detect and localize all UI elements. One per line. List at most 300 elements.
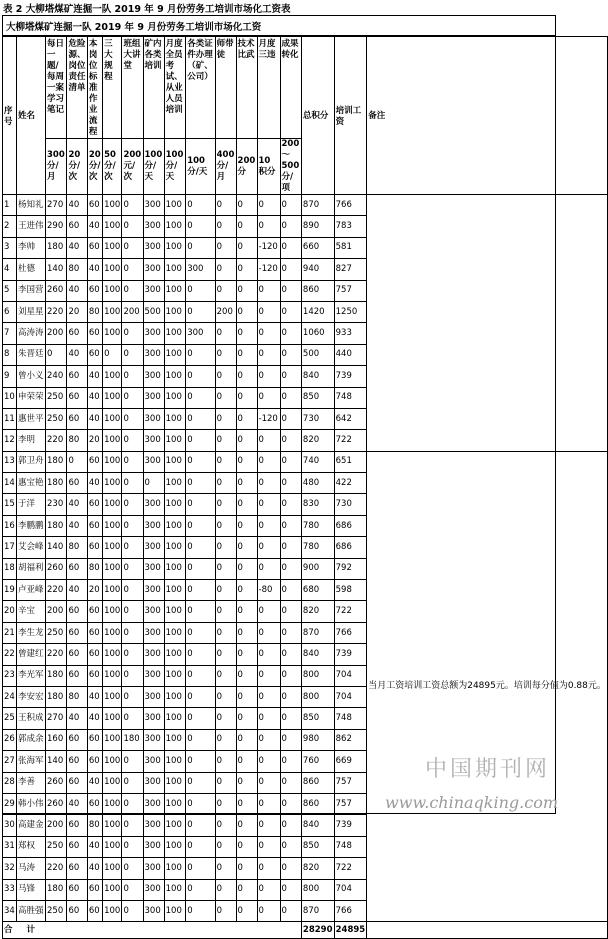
value-cell: 60 bbox=[67, 387, 87, 408]
value-cell: 5 bbox=[3, 280, 17, 301]
value-cell: 0 bbox=[122, 323, 143, 344]
value-cell: 40 bbox=[87, 772, 102, 793]
value-cell: 100 bbox=[164, 237, 186, 258]
value-cell: 0 bbox=[236, 216, 257, 237]
value-cell: 60 bbox=[67, 644, 87, 665]
value-cell: 200 bbox=[46, 323, 67, 344]
value-cell: 300 bbox=[143, 366, 164, 387]
value-cell: 0 bbox=[186, 195, 215, 216]
value-cell: 250 bbox=[46, 622, 67, 643]
value-cell: 0 bbox=[215, 708, 236, 729]
value-cell: 300 bbox=[143, 772, 164, 793]
value-cell: 0 bbox=[257, 900, 280, 921]
value-cell: 25 bbox=[3, 708, 17, 729]
value-cell: 300 bbox=[143, 729, 164, 750]
value-cell: 0 bbox=[215, 900, 236, 921]
unit-cell: 100分/天 bbox=[164, 139, 186, 195]
value-cell: 60 bbox=[87, 344, 102, 365]
value-cell: 300 bbox=[143, 879, 164, 900]
value-cell: 100 bbox=[164, 494, 186, 515]
value-cell: 60 bbox=[67, 216, 87, 237]
name-cell: 郭卫舟 bbox=[16, 451, 45, 472]
value-cell: 100 bbox=[164, 729, 186, 750]
value-cell: 0 bbox=[257, 665, 280, 686]
value-cell: 100 bbox=[164, 323, 186, 344]
value-cell: 260 bbox=[46, 772, 67, 793]
name-cell: 马锋 bbox=[16, 879, 45, 900]
total-label: 合计 bbox=[3, 922, 302, 939]
value-cell: 19 bbox=[3, 580, 17, 601]
value-cell: 11 bbox=[3, 408, 17, 429]
value-cell: 0 bbox=[257, 494, 280, 515]
value-cell: 60 bbox=[87, 751, 102, 772]
value-cell: 0 bbox=[122, 558, 143, 579]
value-cell: 0 bbox=[186, 451, 215, 472]
value-cell: 0 bbox=[236, 473, 257, 494]
value-cell: 0 bbox=[186, 686, 215, 707]
value-cell: 80 bbox=[67, 430, 87, 451]
value-cell: 740 bbox=[301, 451, 334, 472]
value-cell: 0 bbox=[280, 686, 301, 707]
value-cell: 0 bbox=[257, 836, 280, 857]
value-cell: 40 bbox=[87, 387, 102, 408]
value-cell: 0 bbox=[186, 793, 215, 814]
value-cell: 0 bbox=[236, 751, 257, 772]
value-cell: 4 bbox=[3, 259, 17, 280]
value-cell: 60 bbox=[87, 515, 102, 536]
value-cell: 40 bbox=[67, 280, 87, 301]
value-cell: 100 bbox=[103, 280, 122, 301]
value-cell: 0 bbox=[257, 280, 280, 301]
value-cell: 100 bbox=[103, 387, 122, 408]
value-cell: 0 bbox=[122, 494, 143, 515]
value-cell: 704 bbox=[334, 879, 367, 900]
value-cell: 230 bbox=[46, 494, 67, 515]
value-cell: 0 bbox=[280, 729, 301, 750]
value-cell: 40 bbox=[87, 473, 102, 494]
value-cell: 60 bbox=[87, 323, 102, 344]
value-cell: 0 bbox=[215, 323, 236, 344]
value-cell: 100 bbox=[103, 836, 122, 857]
value-cell: 0 bbox=[122, 665, 143, 686]
value-cell: 0 bbox=[215, 366, 236, 387]
value-cell: 0 bbox=[186, 366, 215, 387]
value-cell: 100 bbox=[164, 216, 186, 237]
value-cell: 80 bbox=[87, 301, 102, 322]
value-cell: 60 bbox=[67, 408, 87, 429]
value-cell: 730 bbox=[301, 408, 334, 429]
value-cell: 100 bbox=[103, 558, 122, 579]
value-cell: 780 bbox=[301, 515, 334, 536]
value-cell: 0 bbox=[122, 216, 143, 237]
value-cell: 980 bbox=[301, 729, 334, 750]
value-cell: 100 bbox=[164, 515, 186, 536]
value-cell: 300 bbox=[143, 259, 164, 280]
value-cell: 0 bbox=[186, 900, 215, 921]
value-cell: 0 bbox=[236, 665, 257, 686]
value-cell: 0 bbox=[215, 601, 236, 622]
value-cell: 60 bbox=[67, 622, 87, 643]
value-cell: 820 bbox=[301, 430, 334, 451]
value-cell: 300 bbox=[143, 686, 164, 707]
value-cell: 0 bbox=[236, 430, 257, 451]
value-cell: 0 bbox=[280, 237, 301, 258]
value-cell: 0 bbox=[186, 622, 215, 643]
value-cell: 40 bbox=[87, 686, 102, 707]
value-cell: 60 bbox=[87, 793, 102, 814]
value-cell: 862 bbox=[334, 729, 367, 750]
value-cell: 500 bbox=[301, 344, 334, 365]
value-cell: 0 bbox=[236, 408, 257, 429]
value-cell: 0 bbox=[236, 622, 257, 643]
column-header: 月度全员考试、从业人员培训 bbox=[164, 37, 186, 139]
value-cell: 250 bbox=[46, 387, 67, 408]
watermark-url: www.chinaqking.com bbox=[385, 793, 558, 812]
value-cell: 60 bbox=[87, 195, 102, 216]
value-cell: 100 bbox=[103, 430, 122, 451]
value-cell: 840 bbox=[301, 644, 334, 665]
value-cell: 27 bbox=[3, 751, 17, 772]
value-cell: 180 bbox=[46, 686, 67, 707]
value-cell: 0 bbox=[215, 408, 236, 429]
value-cell: 100 bbox=[164, 344, 186, 365]
value-cell: 783 bbox=[334, 216, 367, 237]
table-title: 大柳塔煤矿连掘一队 2019 年 9 月份劳务工培训市场化工资 bbox=[2, 15, 556, 36]
value-cell: -120 bbox=[257, 237, 280, 258]
value-cell: 800 bbox=[301, 686, 334, 707]
value-cell: 180 bbox=[46, 451, 67, 472]
value-cell: 7 bbox=[3, 323, 17, 344]
value-cell: 100 bbox=[164, 301, 186, 322]
value-cell: 0 bbox=[122, 515, 143, 536]
value-cell: 100 bbox=[103, 686, 122, 707]
value-cell: 100 bbox=[164, 473, 186, 494]
column-header: 成果转化 bbox=[280, 37, 301, 139]
value-cell: 0 bbox=[236, 323, 257, 344]
value-cell: 0 bbox=[215, 622, 236, 643]
value-cell: 860 bbox=[301, 280, 334, 301]
value-cell: 31 bbox=[3, 836, 17, 857]
value-cell: 260 bbox=[46, 793, 67, 814]
value-cell: 1250 bbox=[334, 301, 367, 322]
value-cell: 60 bbox=[87, 900, 102, 921]
value-cell: 60 bbox=[67, 836, 87, 857]
value-cell: 840 bbox=[301, 815, 334, 836]
value-cell: 100 bbox=[103, 622, 122, 643]
value-cell: 20 bbox=[87, 430, 102, 451]
value-cell: 0 bbox=[236, 772, 257, 793]
value-cell: -80 bbox=[257, 580, 280, 601]
value-cell: 300 bbox=[143, 708, 164, 729]
value-cell: 40 bbox=[67, 580, 87, 601]
value-cell: 0 bbox=[236, 644, 257, 665]
value-cell: 0 bbox=[280, 280, 301, 301]
value-cell: 220 bbox=[46, 301, 67, 322]
value-cell: 100 bbox=[103, 580, 122, 601]
value-cell: 0 bbox=[122, 408, 143, 429]
value-cell: 642 bbox=[334, 408, 367, 429]
value-cell: 0 bbox=[280, 558, 301, 579]
value-cell: 180 bbox=[122, 729, 143, 750]
value-cell: 20 bbox=[87, 580, 102, 601]
value-cell: 300 bbox=[143, 644, 164, 665]
value-cell: 100 bbox=[103, 237, 122, 258]
value-cell: 0 bbox=[280, 323, 301, 344]
value-cell: 100 bbox=[103, 494, 122, 515]
value-cell: 0 bbox=[215, 879, 236, 900]
value-cell: 260 bbox=[46, 558, 67, 579]
value-cell: 0 bbox=[122, 344, 143, 365]
value-cell: 60 bbox=[67, 366, 87, 387]
value-cell: 300 bbox=[143, 665, 164, 686]
value-cell: 0 bbox=[236, 259, 257, 280]
value-cell: 18 bbox=[3, 558, 17, 579]
value-cell: 40 bbox=[87, 408, 102, 429]
value-cell: 722 bbox=[334, 601, 367, 622]
value-cell: 22 bbox=[3, 644, 17, 665]
value-cell: 0 bbox=[122, 195, 143, 216]
unit-cell: 10积分 bbox=[257, 139, 280, 195]
value-cell: 0 bbox=[257, 323, 280, 344]
value-cell: 0 bbox=[280, 815, 301, 836]
value-cell: 100 bbox=[164, 558, 186, 579]
value-cell: 760 bbox=[301, 751, 334, 772]
value-cell: 0 bbox=[215, 344, 236, 365]
value-cell: 800 bbox=[301, 879, 334, 900]
value-cell: 766 bbox=[334, 900, 367, 921]
value-cell: 0 bbox=[236, 195, 257, 216]
value-cell: 6 bbox=[3, 301, 17, 322]
table-caption: 表 2 大柳塔煤矿连掘一队 2019 年 9 月份劳务工培训市场化工资表 bbox=[3, 4, 291, 15]
value-cell: 0 bbox=[215, 280, 236, 301]
value-cell: 0 bbox=[215, 473, 236, 494]
value-cell: 0 bbox=[186, 772, 215, 793]
value-cell: 0 bbox=[236, 301, 257, 322]
name-cell: 李安宏 bbox=[16, 686, 45, 707]
name-cell: 李善 bbox=[16, 772, 45, 793]
value-cell: 0 bbox=[215, 451, 236, 472]
value-cell: 0 bbox=[236, 580, 257, 601]
value-cell: 40 bbox=[87, 366, 102, 387]
value-cell: 0 bbox=[186, 344, 215, 365]
value-cell: 21 bbox=[3, 622, 17, 643]
value-cell: 0 bbox=[280, 387, 301, 408]
value-cell: 0 bbox=[257, 537, 280, 558]
value-cell: 33 bbox=[3, 879, 17, 900]
value-cell: 290 bbox=[46, 216, 67, 237]
total-points: 28290 bbox=[301, 922, 334, 939]
value-cell: 60 bbox=[67, 900, 87, 921]
value-cell: 0 bbox=[215, 644, 236, 665]
value-cell: 40 bbox=[67, 793, 87, 814]
value-cell: 24 bbox=[3, 686, 17, 707]
name-cell: 于洋 bbox=[16, 494, 45, 515]
value-cell: 10 bbox=[3, 387, 17, 408]
column-header: 各类证件办理（矿、公司） bbox=[186, 37, 215, 139]
value-cell: 40 bbox=[67, 515, 87, 536]
value-cell: 300 bbox=[143, 494, 164, 515]
name-cell: 李生龙 bbox=[16, 622, 45, 643]
value-cell: 0 bbox=[186, 644, 215, 665]
value-cell: 1060 bbox=[301, 323, 334, 344]
value-cell: 680 bbox=[301, 580, 334, 601]
value-cell: 0 bbox=[236, 815, 257, 836]
value-cell: 0 bbox=[280, 751, 301, 772]
value-cell: 100 bbox=[103, 644, 122, 665]
value-cell: 100 bbox=[103, 323, 122, 344]
value-cell: 15 bbox=[3, 494, 17, 515]
value-cell: 0 bbox=[122, 601, 143, 622]
name-cell: 王积成 bbox=[16, 708, 45, 729]
value-cell: 0 bbox=[215, 729, 236, 750]
value-cell: 300 bbox=[143, 900, 164, 921]
value-cell: 0 bbox=[280, 515, 301, 536]
value-cell: 0 bbox=[122, 858, 143, 879]
unit-cell: 200～500分/项 bbox=[280, 139, 301, 195]
value-cell: 0 bbox=[186, 408, 215, 429]
value-cell: 0 bbox=[143, 473, 164, 494]
value-cell: 0 bbox=[215, 751, 236, 772]
value-cell: 0 bbox=[257, 430, 280, 451]
value-cell: 100 bbox=[164, 366, 186, 387]
unit-cell: 20分/次 bbox=[67, 139, 87, 195]
value-cell: 300 bbox=[143, 237, 164, 258]
value-cell: 0 bbox=[280, 195, 301, 216]
value-cell: 0 bbox=[280, 644, 301, 665]
value-cell: 100 bbox=[103, 601, 122, 622]
value-cell: 0 bbox=[122, 280, 143, 301]
value-cell: 0 bbox=[236, 601, 257, 622]
value-cell: 100 bbox=[103, 815, 122, 836]
value-cell: 60 bbox=[87, 622, 102, 643]
value-cell: 40 bbox=[67, 708, 87, 729]
value-cell: 100 bbox=[103, 729, 122, 750]
value-cell: 0 bbox=[257, 216, 280, 237]
value-cell: 0 bbox=[215, 686, 236, 707]
value-cell: 0 bbox=[257, 622, 280, 643]
value-cell: 40 bbox=[87, 259, 102, 280]
column-header: 序号 bbox=[3, 37, 17, 195]
value-cell: 757 bbox=[334, 280, 367, 301]
value-cell: 0 bbox=[257, 515, 280, 536]
value-cell: 500 bbox=[143, 301, 164, 322]
value-cell: 0 bbox=[122, 815, 143, 836]
value-cell: 300 bbox=[143, 195, 164, 216]
value-cell: 300 bbox=[143, 280, 164, 301]
value-cell: 0 bbox=[186, 815, 215, 836]
value-cell: 180 bbox=[46, 237, 67, 258]
value-cell: 200 bbox=[122, 301, 143, 322]
value-cell: 860 bbox=[301, 793, 334, 814]
value-cell: 300 bbox=[143, 622, 164, 643]
name-cell: 朱晋廷 bbox=[16, 344, 45, 365]
value-cell: 0 bbox=[122, 430, 143, 451]
value-cell: 0 bbox=[236, 237, 257, 258]
name-cell: 刘星星 bbox=[16, 301, 45, 322]
value-cell: 300 bbox=[143, 815, 164, 836]
value-cell: 60 bbox=[67, 879, 87, 900]
value-cell: 739 bbox=[334, 366, 367, 387]
unit-cell: 200分 bbox=[236, 139, 257, 195]
value-cell: 60 bbox=[87, 879, 102, 900]
value-cell: 100 bbox=[164, 665, 186, 686]
value-cell: 669 bbox=[334, 751, 367, 772]
value-cell: 0 bbox=[186, 280, 215, 301]
value-cell: 0 bbox=[186, 879, 215, 900]
name-cell: 杨知礼 bbox=[16, 195, 45, 216]
value-cell: 0 bbox=[257, 601, 280, 622]
value-cell: 60 bbox=[87, 601, 102, 622]
value-cell: 0 bbox=[186, 387, 215, 408]
value-cell: -120 bbox=[257, 408, 280, 429]
value-cell: 100 bbox=[103, 900, 122, 921]
value-cell: 100 bbox=[164, 622, 186, 643]
value-cell: 0 bbox=[280, 836, 301, 857]
value-cell: 0 bbox=[257, 729, 280, 750]
value-cell: 440 bbox=[334, 344, 367, 365]
value-cell: 100 bbox=[164, 195, 186, 216]
value-cell: 20 bbox=[3, 601, 17, 622]
value-cell: 28 bbox=[3, 772, 17, 793]
value-cell: 300 bbox=[143, 451, 164, 472]
value-cell: 100 bbox=[164, 644, 186, 665]
value-cell: 240 bbox=[46, 366, 67, 387]
unit-cell: 100分/天 bbox=[143, 139, 164, 195]
name-cell: 惠世平 bbox=[16, 408, 45, 429]
value-cell: 100 bbox=[164, 686, 186, 707]
value-cell: 870 bbox=[301, 622, 334, 643]
value-cell: 300 bbox=[186, 259, 215, 280]
name-cell: 辛宝 bbox=[16, 601, 45, 622]
value-cell: 40 bbox=[67, 344, 87, 365]
value-cell: 598 bbox=[334, 580, 367, 601]
value-cell: 100 bbox=[164, 879, 186, 900]
value-cell: 890 bbox=[301, 216, 334, 237]
value-cell: 220 bbox=[46, 430, 67, 451]
value-cell: 0 bbox=[236, 387, 257, 408]
value-cell: 100 bbox=[103, 216, 122, 237]
value-cell: 100 bbox=[164, 601, 186, 622]
value-cell: 0 bbox=[186, 473, 215, 494]
value-cell: 0 bbox=[122, 366, 143, 387]
value-cell: 0 bbox=[122, 237, 143, 258]
value-cell: 140 bbox=[46, 537, 67, 558]
name-cell: 李鹏鹏 bbox=[16, 515, 45, 536]
value-cell: 180 bbox=[46, 665, 67, 686]
value-cell: 300 bbox=[143, 558, 164, 579]
column-header: 技术比武 bbox=[236, 37, 257, 139]
value-cell: 60 bbox=[87, 644, 102, 665]
value-cell: 0 bbox=[122, 686, 143, 707]
name-cell: 高涛涛 bbox=[16, 323, 45, 344]
value-cell: 0 bbox=[236, 879, 257, 900]
value-cell: 722 bbox=[334, 858, 367, 879]
value-cell: 0 bbox=[236, 366, 257, 387]
value-cell: 860 bbox=[301, 772, 334, 793]
name-cell: 李国营 bbox=[16, 280, 45, 301]
value-cell: 0 bbox=[280, 366, 301, 387]
value-cell: 651 bbox=[334, 451, 367, 472]
value-cell: 26 bbox=[3, 729, 17, 750]
value-cell: 0 bbox=[236, 558, 257, 579]
value-cell: 0 bbox=[122, 387, 143, 408]
value-cell: 0 bbox=[257, 558, 280, 579]
name-cell: 马涛 bbox=[16, 858, 45, 879]
value-cell: 0 bbox=[257, 879, 280, 900]
value-cell: 60 bbox=[67, 601, 87, 622]
value-cell: 840 bbox=[301, 366, 334, 387]
value-cell: 0 bbox=[257, 473, 280, 494]
